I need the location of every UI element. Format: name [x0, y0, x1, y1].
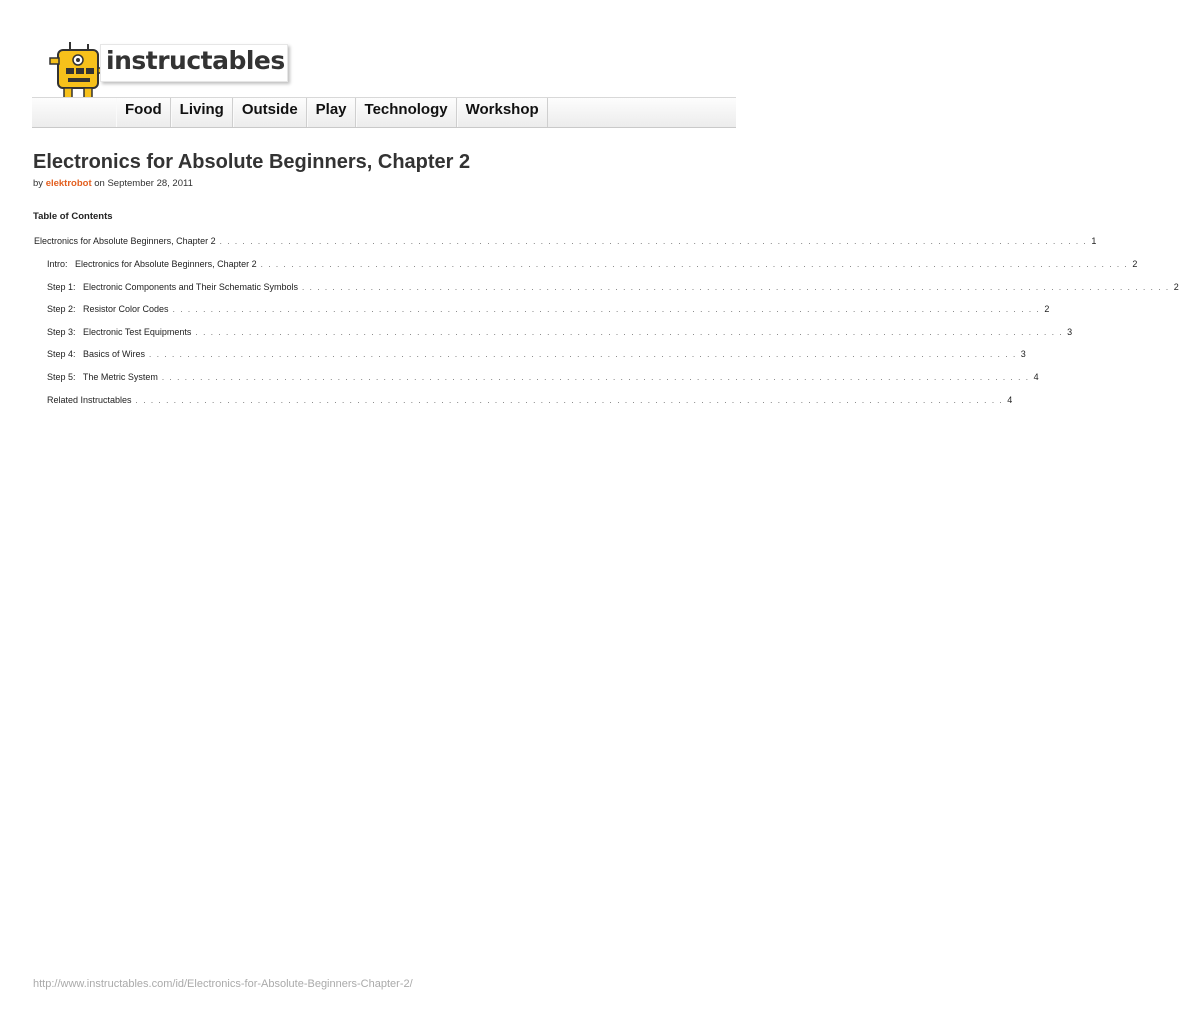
- toc-leader-dots: . . . . . . . . . . . . . . . . . . . . . . . . . . . . . . . . . . . . . . . . . . . . . . . . . . . . . . . . . . . . . . . . . . . . . . . . . . . . . . . . . . . . . . . . . . . . . . . . . . . . . . . . . . . . . . . . . .: [195, 328, 1064, 337]
- nav-item-technology[interactable]: Technology: [356, 98, 457, 127]
- toc-entry-label: Related Instructables: [47, 395, 132, 405]
- toc-entry-label: Step 4: Basics of Wires: [47, 349, 146, 359]
- byline-date: on September 28, 2011: [94, 178, 193, 189]
- toc-entry-page: 4: [1007, 395, 1013, 405]
- toc-entry-page: 1: [1091, 236, 1097, 246]
- nav-item-workshop[interactable]: Workshop: [457, 98, 548, 127]
- nav-item-outside[interactable]: Outside: [233, 98, 307, 127]
- toc-leader-dots: . . . . . . . . . . . . . . . . . . . . . . . . . . . . . . . . . . . . . . . . . . . . . . . . . . . . . . . . . . . . . . . . . . . . . . . . . . . . . . . . . . . . . . . . . . . . . . . . . . . . . . . . . . . . . . . . . .: [301, 283, 1170, 292]
- toc-entry-page: 2: [1173, 282, 1179, 292]
- toc-leader-dots: . . . . . . . . . . . . . . . . . . . . . . . . . . . . . . . . . . . . . . . . . . . . . . . . . . . . . . . . . . . . . . . . . . . . . . . . . . . . . . . . . . . . . . . . . . . . . . . . . . . . . . . . . . . . . . . . . .: [219, 237, 1088, 246]
- toc-entry-page: 4: [1033, 372, 1039, 382]
- toc-entry[interactable]: [47, 395, 1013, 407]
- toc-entry[interactable]: [47, 259, 1138, 271]
- toc-entry-page: 2: [1044, 304, 1050, 314]
- toc-entry-label: Step 5: The Metric System: [47, 372, 158, 382]
- toc-entry-label: Intro: Electronics for Absolute Beginners, Chapter 2: [47, 259, 257, 269]
- toc-entry-page: 2: [1132, 259, 1138, 269]
- toc-heading: Table of Contents: [33, 211, 113, 222]
- footer-url[interactable]: http://www.instructables.com/id/Electronics-for-Absolute-Beginners-Chapter-2/: [33, 978, 413, 990]
- toc-entry[interactable]: [47, 282, 1179, 294]
- nav-item-living[interactable]: Living: [171, 98, 233, 127]
- site-header: [0, 0, 768, 130]
- toc-entry-label: Step 2: Resistor Color Codes: [47, 304, 169, 314]
- toc-leader-dots: . . . . . . . . . . . . . . . . . . . . . . . . . . . . . . . . . . . . . . . . . . . . . . . . . . . . . . . . . . . . . . . . . . . . . . . . . . . . . . . . . . . . . . . . . . . . . . . . . . . . . . . . . . . . . . . . . .: [161, 373, 1030, 382]
- toc-entry[interactable]: [47, 372, 1039, 384]
- toc-entry-label: Electronics for Absolute Beginners, Chapter 2: [34, 236, 216, 246]
- toc-entry[interactable]: [34, 236, 1097, 248]
- toc-leader-dots: . . . . . . . . . . . . . . . . . . . . . . . . . . . . . . . . . . . . . . . . . . . . . . . . . . . . . . . . . . . . . . . . . . . . . . . . . . . . . . . . . . . . . . . . . . . . . . . . . . . . . . . . . . . . . . . . . .: [260, 260, 1129, 269]
- toc-entry-label: Step 3: Electronic Test Equipments: [47, 327, 192, 337]
- toc-entry-page: 3: [1067, 327, 1073, 337]
- logo-wordmark[interactable]: instructables: [106, 46, 285, 75]
- toc-entry[interactable]: [47, 327, 1073, 339]
- category-nav: [32, 97, 736, 128]
- byline-by: by: [33, 178, 44, 189]
- article-title: Electronics for Absolute Beginners, Chapter 2: [33, 151, 471, 173]
- byline: [33, 178, 193, 189]
- toc-entry-page: 3: [1020, 349, 1026, 359]
- nav-item-play[interactable]: Play: [307, 98, 356, 127]
- toc-entry-label: Step 1: Electronic Components and Their Schematic Symbols: [47, 282, 298, 292]
- nav-list: [116, 98, 548, 127]
- toc-leader-dots: . . . . . . . . . . . . . . . . . . . . . . . . . . . . . . . . . . . . . . . . . . . . . . . . . . . . . . . . . . . . . . . . . . . . . . . . . . . . . . . . . . . . . . . . . . . . . . . . . . . . . . . . . . . . . . . . . .: [135, 396, 1004, 405]
- toc-leader-dots: . . . . . . . . . . . . . . . . . . . . . . . . . . . . . . . . . . . . . . . . . . . . . . . . . . . . . . . . . . . . . . . . . . . . . . . . . . . . . . . . . . . . . . . . . . . . . . . . . . . . . . . . . . . . . . . . . .: [172, 305, 1041, 314]
- toc-entry[interactable]: [47, 304, 1050, 316]
- toc-entry[interactable]: [47, 349, 1026, 361]
- toc-leader-dots: . . . . . . . . . . . . . . . . . . . . . . . . . . . . . . . . . . . . . . . . . . . . . . . . . . . . . . . . . . . . . . . . . . . . . . . . . . . . . . . . . . . . . . . . . . . . . . . . . . . . . . . . . . . . . . . . . .: [149, 350, 1017, 359]
- nav-item-food[interactable]: Food: [116, 98, 171, 127]
- author-link[interactable]: elektrobot: [45, 178, 92, 189]
